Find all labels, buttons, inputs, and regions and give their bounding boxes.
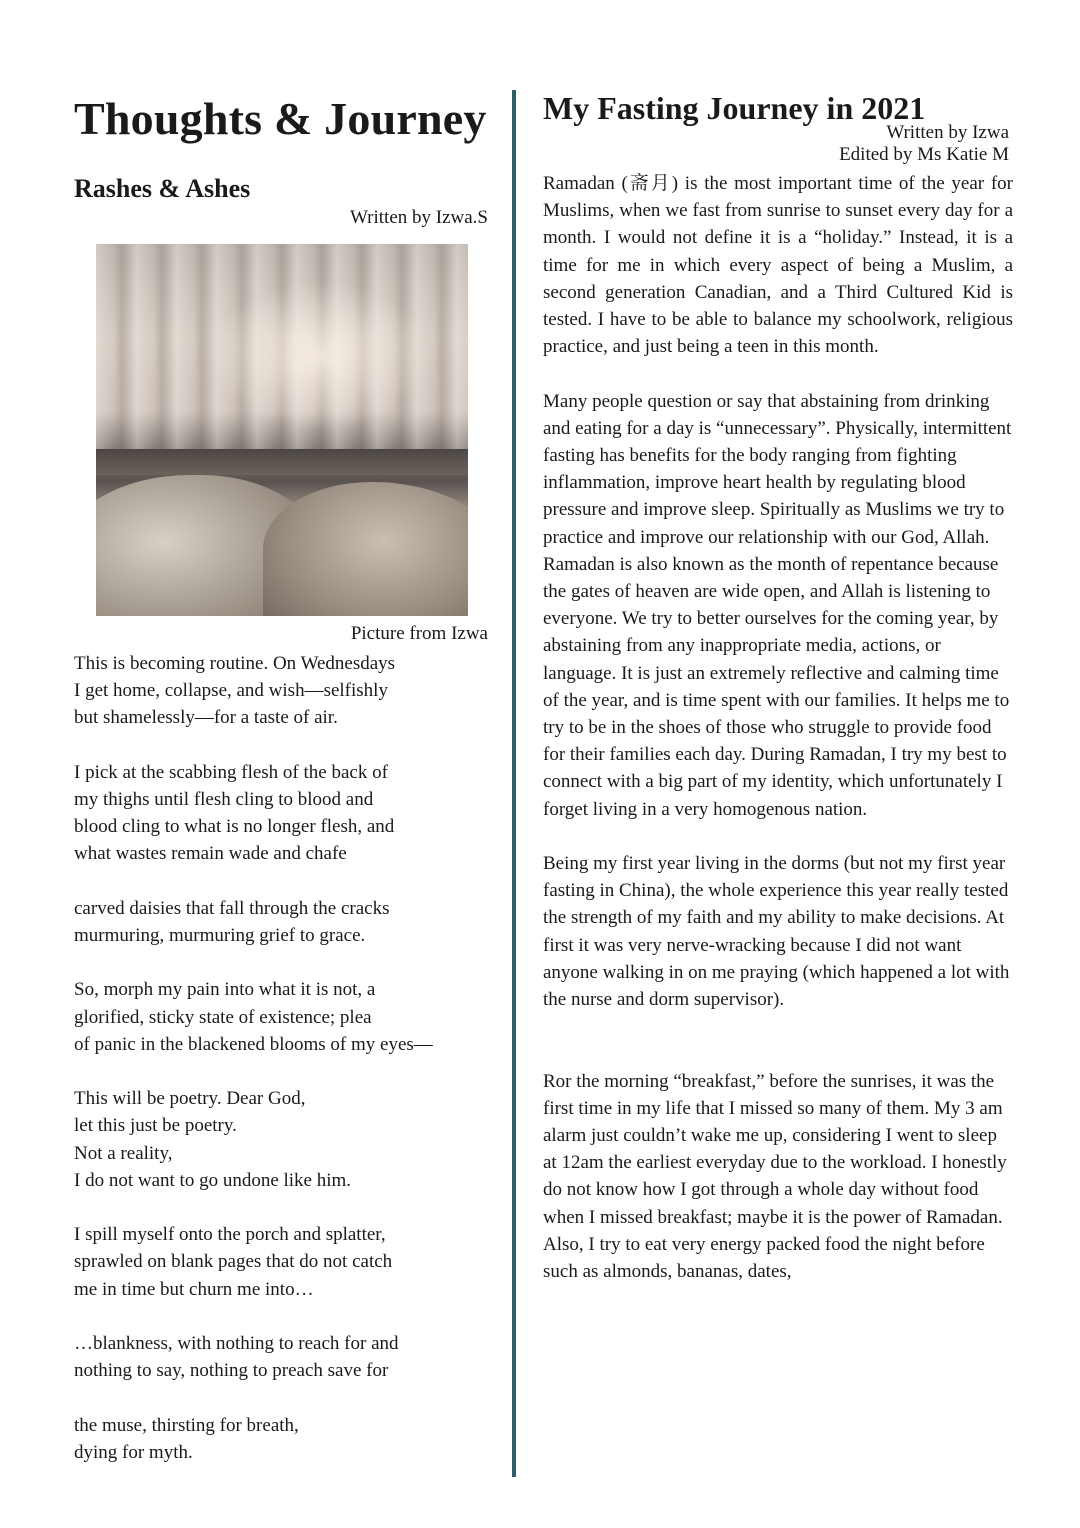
poem-line: I do not want to go undone like him. bbox=[74, 1169, 352, 1191]
article-paragraph: Ror the morning “breakfast,” before the sunrises, it was the first time in my life that I missed so many of them. My 3 am alarm just couldn’t wake me up, considering I went to sleep at 12am the earliest everyday due to the workload. I honestly do not know how I got through a whole day without food when I missed breakfast; maybe it is the power of Ramadan. Also, I try to eat very energy packed food the night before such as almonds, bananas, dates, bbox=[543, 1070, 1007, 1283]
bedroom-photo bbox=[96, 244, 468, 616]
poem-stanza bbox=[74, 976, 494, 1058]
poem-line: blood cling to what is no longer flesh, and bbox=[74, 816, 395, 838]
article-editor: Edited by Ms Katie M bbox=[839, 144, 1009, 165]
article-paragraph: Many people question or say that abstaining from drinking and eating for a day is “unnecessary”. Physically, intermittent fasting has benefits for the body ranging from fighting inflammation, improve heart health by regulating blood pressure and improve sleep. Spiritually as Muslims we try to practice and improve our relationship with our God, Allah. Ramadan is also known as the month of repentance because the gates of heaven are wide open, and Allah is listening to everyone. We try to better ourselves for the coming year, by abstaining from any inappropriate media, actions, or language. It is just an extremely reflective and calming time of the year, and is time spent with our families. It helps me to try to be in the shoes of those who struggle to provide food for their families each day. During Ramadan, I try my best to connect with a big part of my identity, which unfortunately I forget living in a very homogenous nation. bbox=[543, 390, 1012, 820]
article-author: Written by Izwa bbox=[886, 122, 1009, 143]
right-column bbox=[543, 88, 1013, 1285]
poem-line: This will be poetry. Dear God, bbox=[74, 1088, 306, 1110]
poem-line: I spill myself onto the porch and splatter, bbox=[74, 1224, 386, 1246]
poem-line: what wastes remain wade and chafe bbox=[74, 843, 347, 865]
window-light-shape bbox=[208, 281, 431, 430]
poem-stanza bbox=[74, 1412, 494, 1466]
poem-line: I pick at the scabbing flesh of the back of bbox=[74, 761, 388, 783]
poem-line: …blankness, with nothing to reach for and bbox=[74, 1332, 399, 1354]
poem-line: of panic in the blackened blooms of my eyes— bbox=[74, 1033, 433, 1055]
poem-line: let this just be poetry. bbox=[74, 1115, 237, 1137]
article-title: My Fasting Journey in 2021 bbox=[543, 90, 926, 126]
poem-stanza bbox=[74, 1330, 494, 1384]
poem-byline: Written by Izwa.S bbox=[349, 207, 488, 228]
poem-line: carved daisies that fall through the cracks bbox=[74, 897, 390, 919]
poem-line: This is becoming routine. On Wednesdays bbox=[74, 653, 396, 674]
poem-line: but shamelessly—for a taste of air. bbox=[74, 707, 338, 729]
poem-stanza bbox=[74, 1221, 494, 1303]
window-sill-shape bbox=[96, 449, 468, 475]
poem-line: me in time but churn me into… bbox=[74, 1278, 314, 1300]
poem-line: glorified, sticky state of existence; plea bbox=[74, 1006, 372, 1028]
poem-line: sprawled on blank pages that do not catch bbox=[74, 1251, 393, 1273]
article-paragraph: Ramadan (斋月) is the most important time of the year for Muslims, when we fast from sunrise to sunset every day for a month. I would not define it is a “holiday.” Instead, it is a time for me in which every aspect of being a Muslim, a second generation Canadian, and a Third Cultured Kid is tested. I have to be able to balance my schoolwork, religious practice, and just being a teen in this month. bbox=[543, 173, 1013, 358]
poem-stanza bbox=[74, 895, 494, 949]
poem-line: dying for myth. bbox=[74, 1441, 193, 1463]
poem-title: Rashes & Ashes bbox=[74, 174, 251, 203]
photo-caption: Picture from Izwa bbox=[350, 623, 488, 644]
poem-line: my thighs until flesh cling to blood and bbox=[74, 789, 374, 810]
poem-line: the muse, thirsting for breath, bbox=[74, 1414, 299, 1436]
poem-stanza bbox=[74, 650, 494, 732]
page-title: Thoughts & Journey bbox=[74, 93, 487, 144]
column-divider bbox=[512, 90, 516, 1477]
poem-stanza bbox=[74, 759, 494, 868]
poem-stanza bbox=[74, 1085, 494, 1194]
left-column bbox=[74, 90, 494, 1466]
poem-line: nothing to say, nothing to preach save for bbox=[74, 1360, 389, 1382]
poem-body bbox=[74, 650, 494, 1466]
poem-line: Not a reality, bbox=[74, 1142, 173, 1164]
poem-line: I get home, collapse, and wish—selfishly bbox=[74, 680, 388, 702]
bedsheet-shape bbox=[263, 482, 468, 616]
poem-line: So, morph my pain into what it is not, a bbox=[74, 979, 376, 1001]
article-paragraph: Being my first year living in the dorms (but not my first year fasting in China), the whole experience this year really tested the strength of my faith and my ability to make decisions. At first it was very nerve-wracking because I did not want anyone walking in on me praying (which happened a lot with the nurse and dorm supervisor). bbox=[543, 853, 1010, 1011]
poem-line: murmuring, murmuring grief to grace. bbox=[74, 925, 366, 946]
